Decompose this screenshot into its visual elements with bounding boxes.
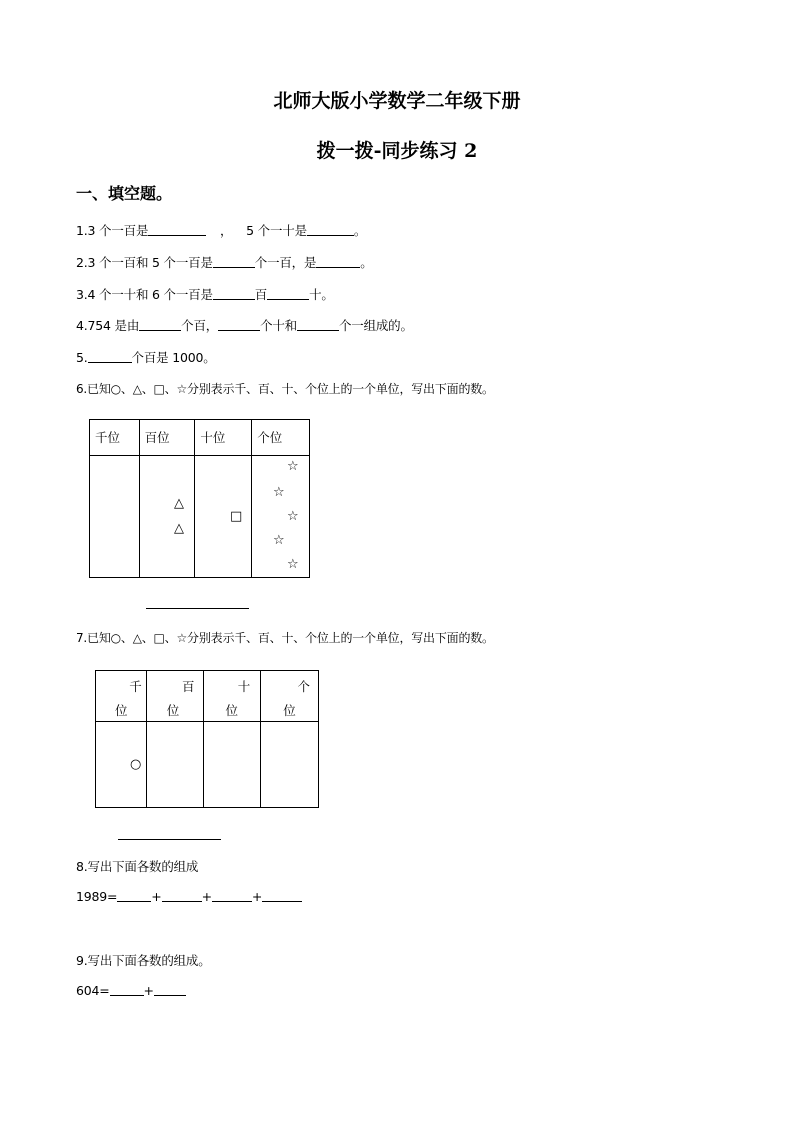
answer-blank[interactable] <box>212 889 252 902</box>
header-thousands: 千 位 <box>96 671 147 722</box>
q8-number: 1989= <box>76 889 118 904</box>
q9-number: 604= <box>76 983 110 998</box>
q1-text-b: ， <box>220 223 233 238</box>
cell-ones <box>261 722 319 808</box>
q4-text-d: 个一组成的。 <box>338 318 413 333</box>
answer-blank[interactable] <box>307 223 354 236</box>
header-ones: 个位 <box>252 420 310 456</box>
section-heading: 一、填空题。 <box>76 184 173 203</box>
q3-text-c: 十。 <box>309 287 334 302</box>
question-9: 9.写出下面各数的组成。 <box>76 953 211 968</box>
place-value-table-7 <box>95 670 319 808</box>
star-icon: ☆ <box>287 459 299 474</box>
q2-text-b: 个一百，是 <box>254 255 317 270</box>
star-icon: ☆ <box>287 509 299 524</box>
cell-tens <box>195 456 252 578</box>
triangle-icon: △ <box>174 521 184 536</box>
q2-text-c: 。 <box>360 255 373 270</box>
circle-icon: ○ <box>130 757 142 772</box>
answer-blank[interactable] <box>117 889 151 902</box>
answer-blank[interactable] <box>213 255 255 268</box>
answer-blank[interactable] <box>297 318 339 331</box>
question-5 <box>76 348 216 366</box>
plus-sign: + <box>251 889 263 904</box>
answer-blank[interactable] <box>262 889 302 902</box>
header-ones: 个 位 <box>261 671 319 722</box>
q4-text-b: 个百， <box>181 318 219 333</box>
header-hundreds: 百位 <box>139 420 195 456</box>
q1-text-d: 。 <box>353 223 367 238</box>
star-icon: ☆ <box>273 533 285 548</box>
cell-tens <box>203 722 261 808</box>
document-subtitle: 拨一拨-同步练习 2 <box>316 140 478 162</box>
star-icon: ☆ <box>287 557 299 572</box>
answer-blank[interactable] <box>154 983 186 996</box>
cell-thousands <box>90 456 140 578</box>
question-4 <box>76 316 413 334</box>
answer-blank[interactable] <box>139 318 181 331</box>
cell-hundreds <box>139 456 195 578</box>
question-1 <box>76 221 366 239</box>
question-3 <box>76 285 334 303</box>
answer-blank[interactable] <box>88 350 132 363</box>
answer-blank[interactable] <box>267 287 309 300</box>
q1-text-a: 1.3 个一百是 <box>76 223 149 238</box>
answer-blank[interactable] <box>218 318 260 331</box>
q1-text-c: 5 个一十是 <box>246 223 307 238</box>
header-hundreds: 百 位 <box>146 671 203 722</box>
q2-text-a: 2.3 个一百和 5 个一百是 <box>76 255 213 270</box>
question-7: 7.已知○、△、□、☆分别表示千、百、十、个位上的一个单位，写出下面的数。 <box>76 631 494 645</box>
question-2 <box>76 253 373 271</box>
answer-blank[interactable] <box>316 255 360 268</box>
plus-sign: + <box>143 983 154 998</box>
question-8: 8.写出下面各数的组成 <box>76 859 199 874</box>
answer-blank[interactable] <box>213 287 255 300</box>
answer-blank[interactable] <box>110 983 144 996</box>
q4-text-c: 个十和 <box>260 318 297 333</box>
header-tens: 十 位 <box>203 671 261 722</box>
question-6: 6.已知○、△、□、☆分别表示千、百、十、个位上的一个单位，写出下面的数。 <box>76 382 494 396</box>
triangle-icon: △ <box>174 496 184 511</box>
q4-text-a: 4.754 是由 <box>76 318 140 333</box>
header-thousands: 千位 <box>90 420 140 456</box>
cell-ones <box>252 456 310 578</box>
star-icon: ☆ <box>273 485 285 500</box>
q5-text-a: 5. <box>76 350 88 365</box>
q8-expression <box>76 889 302 904</box>
plus-sign: + <box>151 889 162 904</box>
answer-blank[interactable] <box>162 889 202 902</box>
answer-line[interactable] <box>146 608 249 609</box>
answer-line[interactable] <box>118 839 221 840</box>
plus-sign: + <box>201 889 212 904</box>
q3-text-a: 3.4 个一十和 6 个一百是 <box>76 287 213 302</box>
header-tens: 十位 <box>195 420 252 456</box>
q9-expression <box>76 983 186 998</box>
q5-text-b: 个百是 1000。 <box>131 350 216 365</box>
square-icon: □ <box>230 509 243 524</box>
answer-blank[interactable] <box>148 223 206 236</box>
cell-hundreds <box>146 722 203 808</box>
q3-text-b: 百 <box>254 287 268 302</box>
document-title: 北师大版小学数学二年级下册 <box>273 90 521 112</box>
